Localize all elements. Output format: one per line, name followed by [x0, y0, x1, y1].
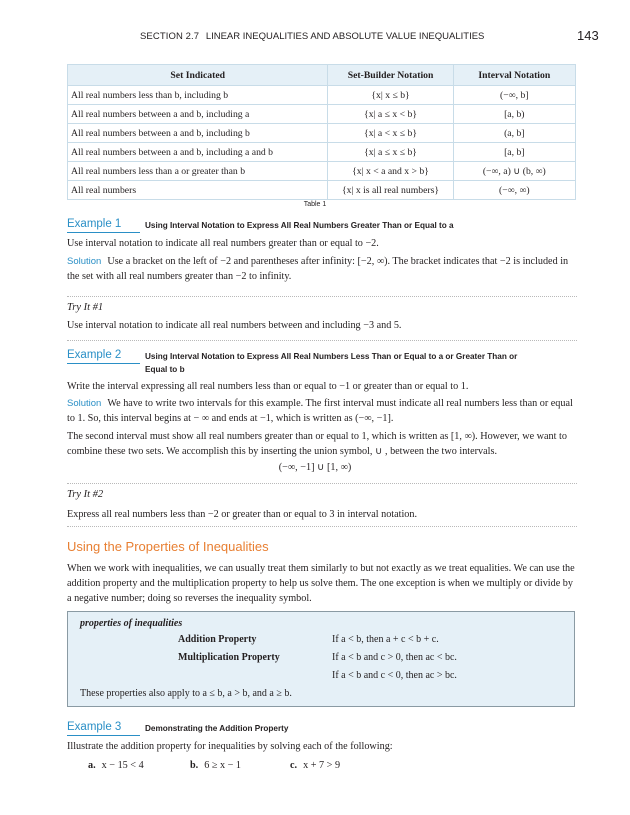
properties-footer: These properties also apply to a ≤ b, a > b, and a ≥ b.: [80, 688, 292, 699]
divider: [67, 483, 577, 484]
part-letter: a.: [88, 760, 96, 771]
table-cell: All real numbers between a and b, including a: [68, 105, 328, 124]
running-header: [140, 31, 484, 42]
table-cell: (−∞, b]: [453, 86, 575, 105]
table-row: [68, 124, 576, 143]
example-2-problem: Write the interval expressing all real numbers less than or equal to −1 or greater than or equal to 1.: [67, 381, 469, 392]
table-cell: {x| a < x ≤ b}: [328, 124, 453, 143]
page-number: 143: [577, 28, 599, 43]
table-cell: All real numbers less than a or greater than b: [68, 162, 328, 181]
example-2-title-line1: Using Interval Notation to Express All Real Numbers Less Than or Equal to a or Greater Than or: [145, 352, 518, 361]
section-number: SECTION 2.7: [140, 31, 200, 42]
example-3-problem: Illustrate the addition property for inequalities by solving each of the following:: [67, 741, 393, 752]
table-row: [68, 181, 576, 200]
table-row: [68, 86, 576, 105]
example-3-part-a: [88, 760, 144, 771]
properties-title: properties of inequalities: [80, 618, 183, 629]
example-2-underline: [67, 363, 140, 364]
table-cell: [a, b): [453, 105, 575, 124]
part-letter: c.: [290, 760, 298, 771]
table-cell: {x| x ≤ b}: [328, 86, 453, 105]
example-1-underline: [67, 232, 140, 233]
example-2-solution: [67, 396, 577, 426]
example-1-title: Using Interval Notation to Express All Real Numbers Greater Than or Equal to a: [145, 221, 454, 230]
solution-text: Use a bracket on the left of −2 and parentheses after infinity: [−2, ∞). The bracket indicates that −2 is included in the set with all real numbers greater than −2 to infinity.: [67, 256, 569, 282]
addition-property-label: Addition Property: [178, 634, 257, 645]
try-it-2-label: Try It #2: [67, 489, 104, 500]
example-3-underline: [67, 735, 140, 736]
example-3-part-c: [290, 760, 340, 771]
solution-label: Solution: [67, 398, 102, 409]
table-cell: {x| a ≤ x < b}: [328, 105, 453, 124]
example-3-label: Example 3: [67, 721, 122, 733]
addition-property-rule: If a < b, then a + c < b + c.: [332, 634, 439, 645]
table-row: [68, 105, 576, 124]
table-cell: {x| x is all real numbers}: [328, 181, 453, 200]
table-cell: All real numbers: [68, 181, 328, 200]
example-2-formula: (−∞, −1] ∪ [1, ∞): [278, 462, 352, 473]
example-1-label: Example 1: [67, 218, 122, 230]
example-1-problem: Use interval notation to indicate all real numbers greater than or equal to −2.: [67, 238, 379, 249]
example-2-title: [145, 350, 585, 376]
example-3-title: Demonstrating the Addition Property: [145, 724, 289, 733]
table-row: [68, 143, 576, 162]
section-heading: Using the Properties of Inequalities: [67, 539, 269, 554]
table-cell: All real numbers between a and b, including a and b: [68, 143, 328, 162]
table-cell: All real numbers between a and b, including b: [68, 124, 328, 143]
part-letter: b.: [190, 760, 199, 771]
table-cell: (−∞, ∞): [453, 181, 575, 200]
try-it-1-text: Use interval notation to indicate all real numbers between and including −3 and 5.: [67, 320, 402, 331]
section-paragraph: When we work with inequalities, we can usually treat them similarly to but not exactly as we treat equalities. We can use the addition property and the multiplication property to help us solve them. The one exception is when we multiply or divide by a negative number; doing so reverses the inequality symbol.: [67, 563, 575, 604]
example-2-paragraph: The second interval must show all real numbers greater than or equal to 1, which is written as [1, ∞). However, we want to combine these two sets. We accomplish this by inserting the union symbol, ∪ , between the two intervals.: [67, 431, 567, 457]
table-cell: (a, b]: [453, 124, 575, 143]
interval-notation-table: [67, 64, 576, 200]
example-1-solution: [67, 254, 577, 284]
try-it-1-label: Try It #1: [67, 302, 104, 313]
table-cell: {x| a ≤ x ≤ b}: [328, 143, 453, 162]
divider: [67, 296, 577, 297]
table-cell: All real numbers less than b, including b: [68, 86, 328, 105]
table-row: [68, 162, 576, 181]
divider: [67, 340, 577, 341]
table-header-cell: Interval Notation: [453, 65, 575, 86]
table-cell: {x| x < a and x > b}: [328, 162, 453, 181]
example-2-title-line2: Equal to b: [145, 365, 185, 374]
part-expression: 6 ≥ x − 1: [204, 760, 242, 771]
table-cell: [a, b]: [453, 143, 575, 162]
table-caption: Table 1: [303, 201, 327, 208]
example-2-label: Example 2: [67, 349, 122, 361]
part-expression: x + 7 > 9: [303, 760, 341, 771]
multiplication-property-rule-1: If a < b and c > 0, then ac < bc.: [332, 652, 457, 663]
table-header-cell: Set Indicated: [68, 65, 328, 86]
solution-text: We have to write two intervals for this example. The first interval must indicate all real numbers less than or equal to 1. So, this interval begins at − ∞ and ends at −1, which is written as (−∞, −1].: [67, 398, 573, 424]
part-expression: x − 15 < 4: [101, 760, 144, 771]
solution-label: Solution: [67, 256, 102, 267]
example-3-part-b: [190, 760, 241, 771]
table-header-row: [68, 65, 576, 86]
section-title: LINEAR INEQUALITIES AND ABSOLUTE VALUE INEQUALITIES: [205, 31, 485, 42]
multiplication-property-label: Multiplication Property: [178, 652, 280, 663]
table-header-cell: Set-Builder Notation: [328, 65, 453, 86]
divider: [67, 526, 577, 527]
multiplication-property-rule-2: If a < b and c < 0, then ac > bc.: [332, 670, 457, 681]
properties-box: [67, 611, 575, 707]
table-cell: (−∞, a) ∪ (b, ∞): [453, 162, 575, 181]
try-it-2-text: Express all real numbers less than −2 or greater than or equal to 3 in interval notation.: [67, 509, 418, 520]
